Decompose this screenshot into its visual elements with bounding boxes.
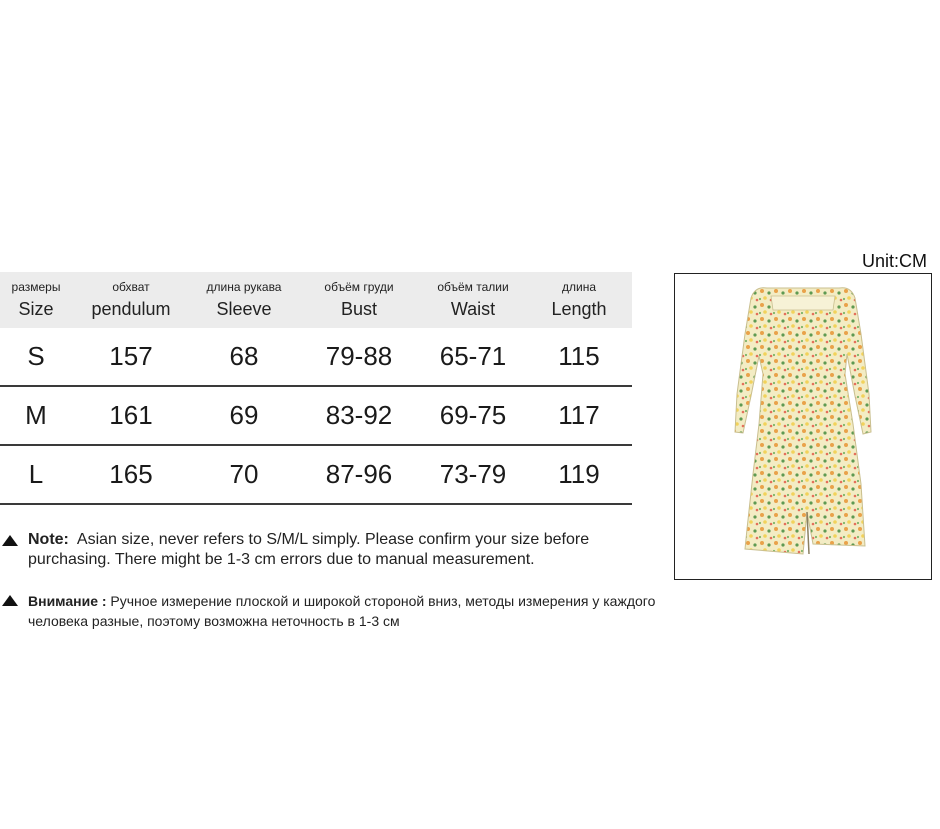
unit-label: Unit:CM	[862, 251, 928, 271]
cell-sleeve: 69	[190, 386, 298, 445]
cell-pendulum: 165	[72, 445, 190, 504]
table-row	[0, 445, 632, 504]
cell-sleeve: 68	[190, 328, 298, 386]
cell-bust: 87-96	[298, 445, 420, 504]
cell-size: M	[0, 386, 72, 445]
size-chart-table	[0, 272, 632, 505]
header-size: размеры Size	[0, 272, 72, 328]
note-english	[0, 530, 660, 570]
cell-waist: 73-79	[420, 445, 526, 504]
product-photo-frame	[674, 273, 932, 580]
note-label: Внимание :	[28, 593, 107, 609]
cell-waist: 69-75	[420, 386, 526, 445]
cell-pendulum: 161	[72, 386, 190, 445]
cell-bust: 79-88	[298, 328, 420, 386]
header-sleeve: длина рукава Sleeve	[190, 272, 298, 328]
note-russian	[0, 591, 660, 631]
header-pendulum: обхват pendulum	[72, 272, 190, 328]
note-text: Asian size, never refers to S/M/L simply. Please confirm your size before purchasing. There might be 1-3 cm errors due to manual measurement.	[28, 531, 590, 568]
warning-triangle-icon	[2, 595, 18, 606]
cell-length: 115	[526, 328, 632, 386]
cell-sleeve: 70	[190, 445, 298, 504]
note-label: Note:	[28, 531, 69, 548]
header-waist: объём талии Waist	[420, 272, 526, 328]
note-text: Ручное измерение плоской и широкой стороной вниз, методы измерения у каждого человека разные, поэтому возможна неточность в 1-3 см	[28, 593, 656, 629]
table-row	[0, 386, 632, 445]
header-bust: объём груди Bust	[298, 272, 420, 328]
cell-size: S	[0, 328, 72, 386]
cell-waist: 65-71	[420, 328, 526, 386]
table-header-row	[0, 272, 632, 328]
header-length: длина Length	[526, 272, 632, 328]
cell-bust: 83-92	[298, 386, 420, 445]
cell-length: 119	[526, 445, 632, 504]
floral-dress-image	[675, 274, 931, 579]
warning-triangle-icon	[2, 535, 18, 546]
table-row	[0, 328, 632, 386]
cell-size: L	[0, 445, 72, 504]
cell-length: 117	[526, 386, 632, 445]
cell-pendulum: 157	[72, 328, 190, 386]
